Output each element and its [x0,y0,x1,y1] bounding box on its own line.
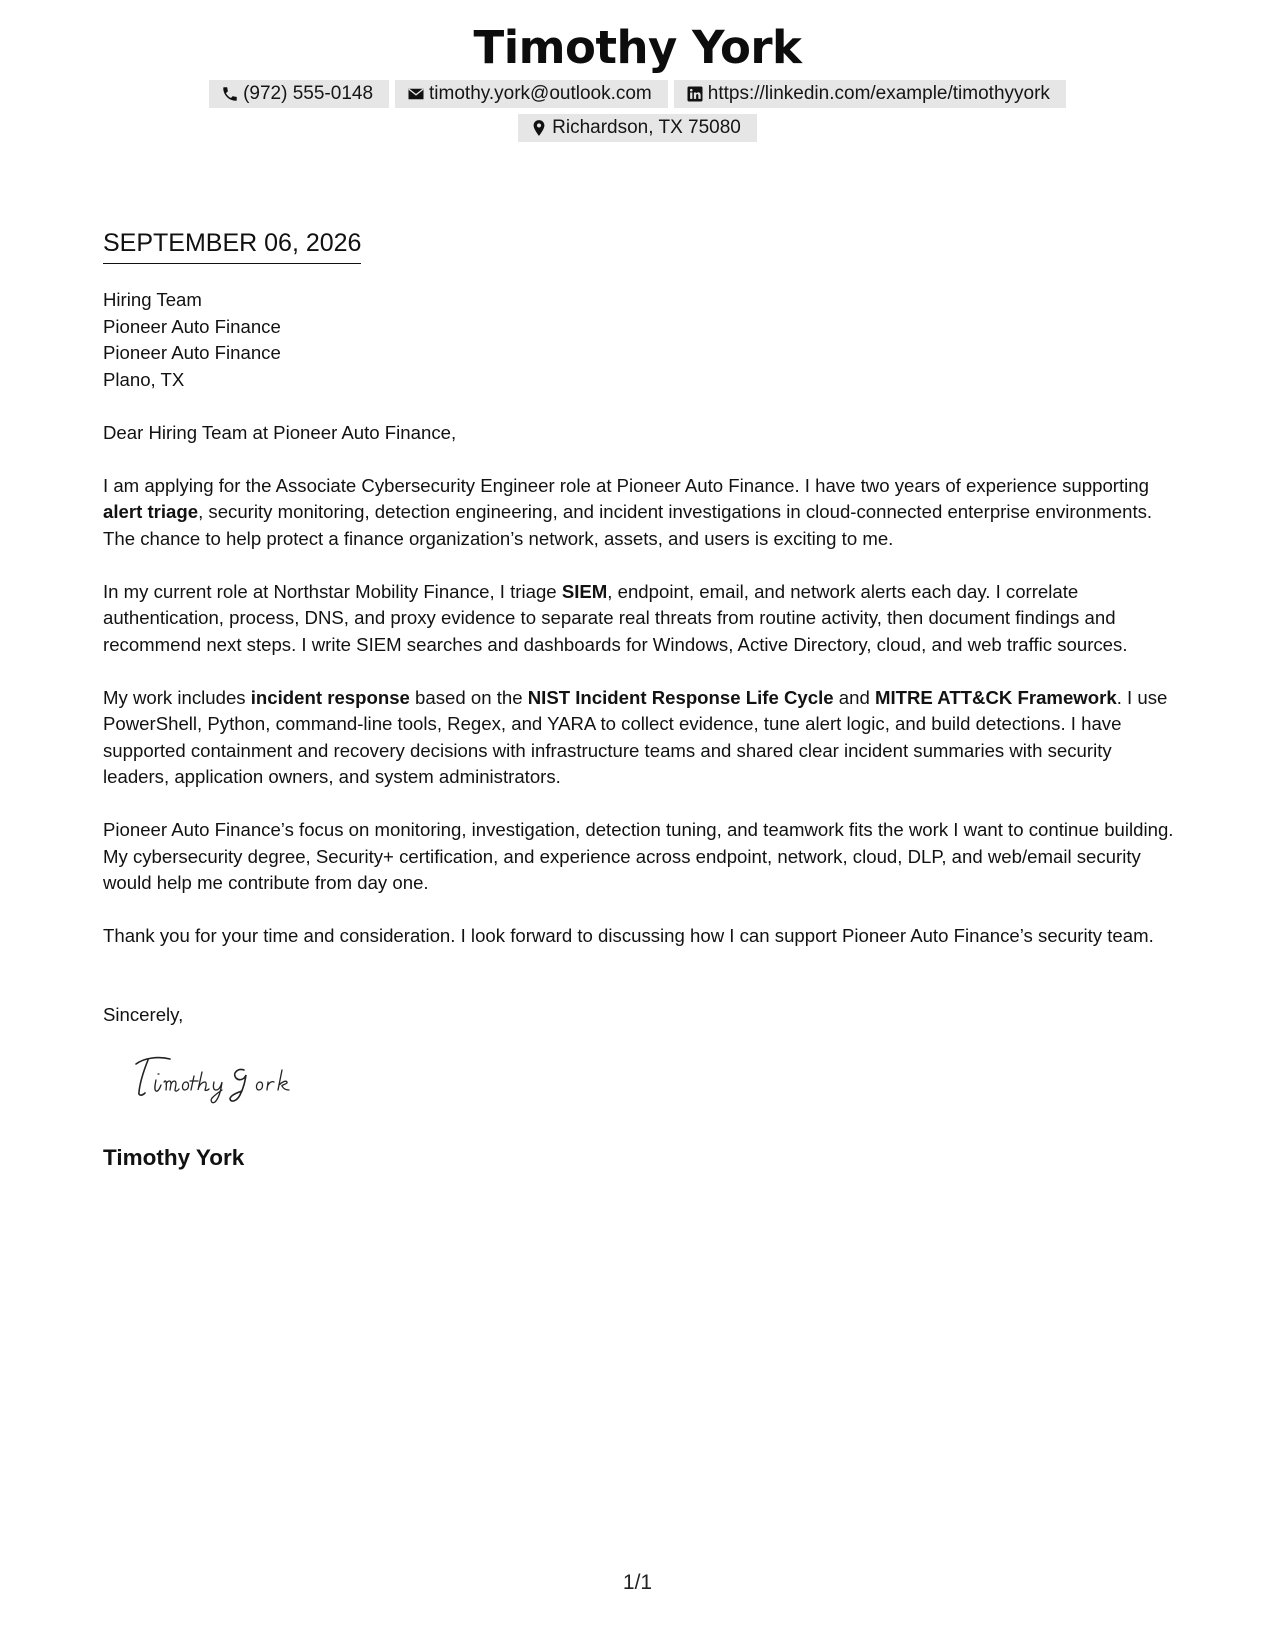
contact-row [0,80,1275,108]
email-text: timothy.york@outlook.com [429,83,652,104]
phone-chip[interactable] [209,80,389,108]
linkedin-text: https://linkedin.com/example/timothyyork [707,83,1050,104]
recipient-address [103,287,1178,393]
paragraph-fit: Pioneer Auto Finance’s focus on monitoring, investigation, detection tuning, and teamwork fits the work I want to continue building. My cybersecurity degree, Security+ certification, and experience across endpoint, network, cloud, DLP, and web/email security would help me contribute from day one. [103,819,1174,893]
applicant-name: Timothy York [473,21,802,74]
map-pin-icon [530,119,548,137]
location-text: Richardson, TX 75080 [552,117,741,138]
paragraph-thanks: Thank you for your time and consideration. I look forward to discussing how I can support Pioneer Auto Finance’s security team. [103,925,1154,946]
phone-icon [221,85,239,103]
signature-image [126,1050,356,1110]
closing: Sincerely, [103,1004,184,1025]
paragraph-intro: I am applying for the Associate Cybersecurity Engineer role at Pioneer Auto Finance. I have two years of experience supporting alert triage, security monitoring, detection engineering, and incident investigations in cloud-connected enterprise environments. The chance to help protect a finance organization’s network, assets, and users is exciting to me. [103,474,1153,549]
paragraph-incident-response: My work includes incident response based on the NIST Incident Response Life Cycle and MITRE ATT&CK Framework. I use PowerShell, Python, command-line tools, Regex, and YARA to collect evidence, tune alert logic, and build detections. I have supported containment and recovery decisions with infrastructure teams and shared clear incident summaries with security leaders, application owners, and system administrators. [103,686,1168,787]
letter-body [103,287,1178,976]
page-number: 1/1 [622,1571,653,1594]
phone-text: (972) 555-0148 [243,83,374,104]
linkedin-icon [686,85,704,103]
salutation: Dear Hiring Team at Pioneer Auto Finance, [103,421,457,443]
email-chip[interactable] [395,80,668,108]
recipient-line: Hiring Team [103,289,202,310]
signer-name: Timothy York [103,1145,245,1170]
envelope-icon [407,85,425,103]
letter-date: SEPTEMBER 06, 2026 [103,227,361,264]
contact-row-location [0,114,1275,142]
recipient-line: Pioneer Auto Finance [103,315,281,337]
recipient-line: Plano, TX [103,368,185,390]
paragraph-current-role: In my current role at Northstar Mobility Finance, I triage SIEM, endpoint, email, and network alerts each day. I correlate authentication, process, DNS, and proxy evidence to separate real threats from routine activity, then document findings and recommend next steps. I write SIEM searches and dashboards for Windows, Active Directory, cloud, and web traffic sources. [103,580,1128,655]
recipient-line: Pioneer Auto Finance [103,342,281,363]
location-chip [518,114,757,142]
linkedin-chip[interactable] [674,80,1066,108]
